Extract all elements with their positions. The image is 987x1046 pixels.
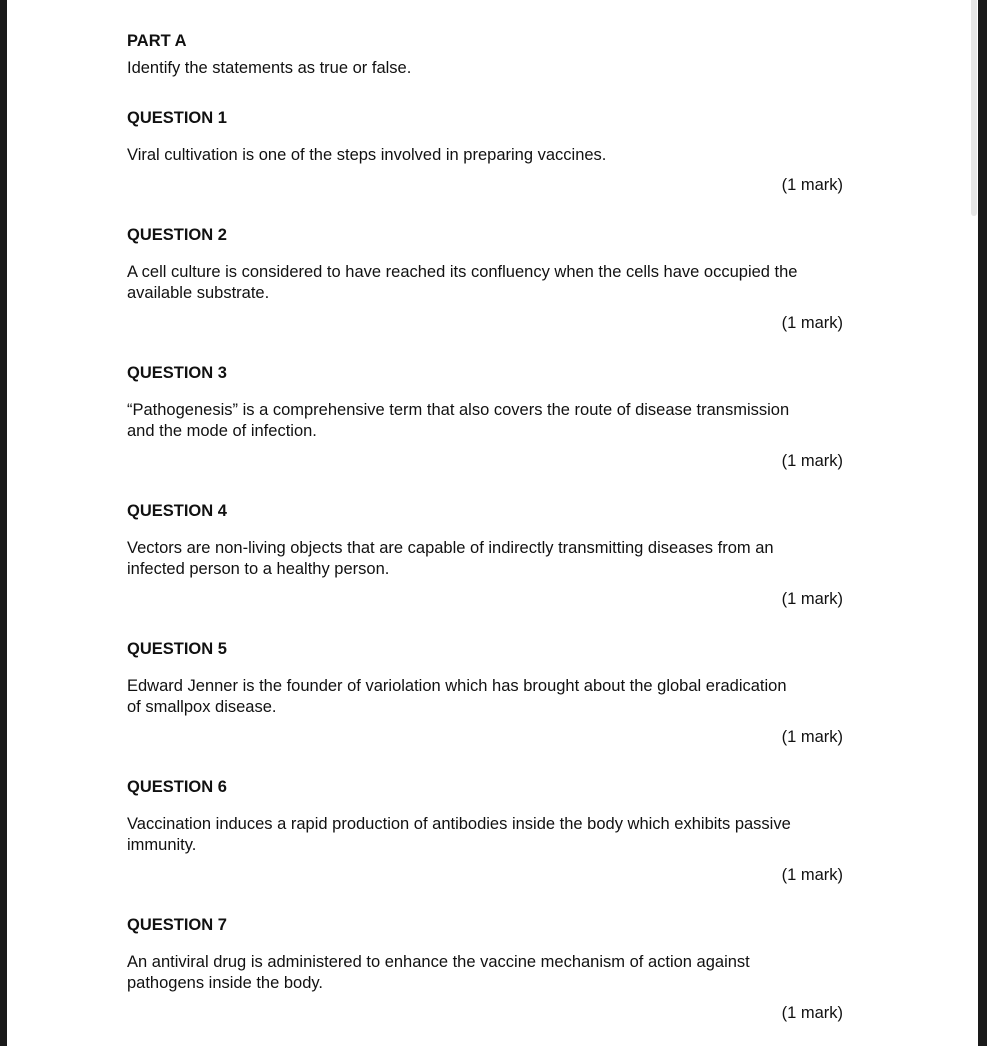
part-title: PART A	[127, 32, 187, 50]
question-text: An antiviral drug is administered to enhance the vaccine mechanism of action against	[127, 953, 750, 971]
question-text: Vectors are non-living objects that are capable of indirectly transmitting diseases from an	[127, 539, 774, 557]
mark-label: (1 mark)	[781, 176, 843, 194]
question-heading: QUESTION 7	[127, 916, 227, 934]
question-text: Viral cultivation is one of the steps involved in preparing vaccines.	[127, 146, 607, 164]
question-text: Edward Jenner is the founder of variolation which has brought about the global eradication	[127, 677, 787, 695]
question-heading: QUESTION 6	[127, 778, 227, 796]
mark-label: (1 mark)	[781, 1004, 843, 1022]
question-text: Vaccination induces a rapid production of antibodies inside the body which exhibits passive	[127, 815, 791, 833]
window-edge-right	[978, 0, 987, 1046]
mark-label: (1 mark)	[781, 590, 843, 608]
mark-label: (1 mark)	[781, 314, 843, 332]
question-heading: QUESTION 4	[127, 502, 227, 520]
question-text: immunity.	[127, 836, 197, 854]
question-text: “Pathogenesis” is a comprehensive term that also covers the route of disease transmission	[127, 401, 790, 419]
question-text: A cell culture is considered to have reached its confluency when the cells have occupied the	[127, 263, 798, 281]
mark-label: (1 mark)	[781, 728, 843, 746]
question-heading: QUESTION 2	[127, 226, 227, 244]
question-text: pathogens inside the body.	[127, 974, 324, 992]
question-heading: QUESTION 3	[127, 364, 227, 382]
mark-label: (1 mark)	[781, 866, 843, 884]
question-text: of smallpox disease.	[127, 698, 277, 716]
question-heading: QUESTION 5	[127, 640, 227, 658]
window-edge-left	[0, 0, 7, 1046]
question-text: and the mode of infection.	[127, 422, 317, 440]
question-text: available substrate.	[127, 284, 270, 302]
instructions: Identify the statements as true or false.	[127, 59, 412, 77]
scrollbar-thumb[interactable]	[971, 0, 977, 216]
question-text: infected person to a healthy person.	[127, 560, 390, 578]
mark-label: (1 mark)	[781, 452, 843, 470]
question-heading: QUESTION 1	[127, 109, 227, 127]
